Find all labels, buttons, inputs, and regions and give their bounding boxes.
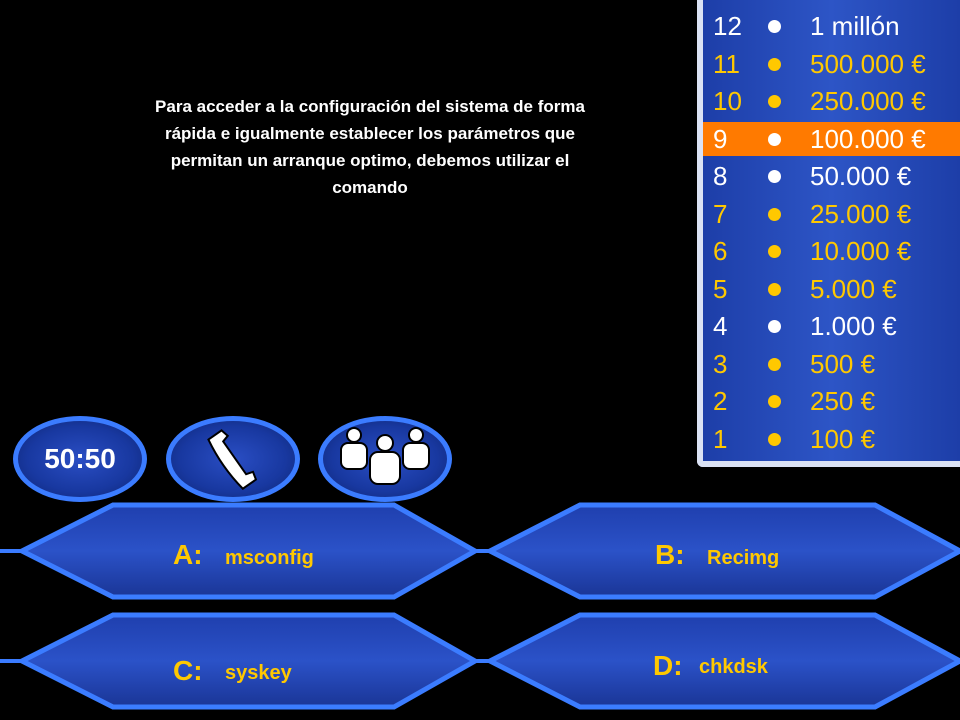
ladder-prize: 10.000 €: [810, 236, 912, 266]
answer-c-letter: C:: [173, 655, 203, 686]
answer-b-text[interactable]: Recimg: [707, 547, 780, 569]
ladder-level: 1: [713, 423, 728, 454]
ladder-prize: 1.000 €: [810, 311, 897, 341]
ladder-prize: 50.000 €: [810, 161, 912, 191]
ladder-prize: 250 €: [810, 386, 876, 416]
answer-d-letter: D:: [653, 650, 683, 681]
question-line: comando: [332, 178, 408, 197]
answer-a-letter: A:: [173, 539, 203, 570]
ladder-level: 11: [713, 48, 740, 79]
question-line: permitan un arranque optimo, debemos utilizar el: [170, 151, 570, 170]
question-line: Para acceder a la configuración del sistema de forma: [155, 97, 585, 116]
answer-b-letter: B:: [655, 539, 685, 570]
ladder-level: 8: [713, 161, 728, 191]
ladder-prize: 500 €: [810, 348, 876, 379]
ladder-level: 7: [713, 198, 728, 229]
ladder-prize: 25.000 €: [810, 198, 912, 229]
ladder-prize: 1 millón: [810, 11, 900, 41]
ladder-level: 2: [713, 386, 728, 416]
answer-d-text[interactable]: chkdsk: [699, 656, 768, 678]
ladder-prize: 5.000 €: [810, 273, 897, 304]
answer-a-text[interactable]: msconfig: [225, 547, 314, 569]
ladder-level: 10: [713, 86, 742, 116]
ladder-level: 12: [713, 11, 742, 41]
ladder-level: 4: [713, 311, 728, 341]
ladder-prize: 100.000 €: [810, 123, 926, 154]
ladder-prize: 100 €: [810, 423, 876, 454]
ladder-level: 6: [713, 236, 728, 266]
answer-c-text[interactable]: syskey: [225, 662, 292, 684]
ladder-level: 3: [713, 348, 728, 379]
ladder-prize: 500.000 €: [810, 48, 926, 79]
ladder-prize: 250.000 €: [810, 86, 926, 116]
question-line: rápida e igualmente establecer los parámetros que: [164, 124, 576, 143]
ladder-level: 9: [713, 123, 728, 154]
fifty-fifty-label: 50:50: [44, 443, 116, 474]
ladder-level: 5: [713, 273, 728, 304]
